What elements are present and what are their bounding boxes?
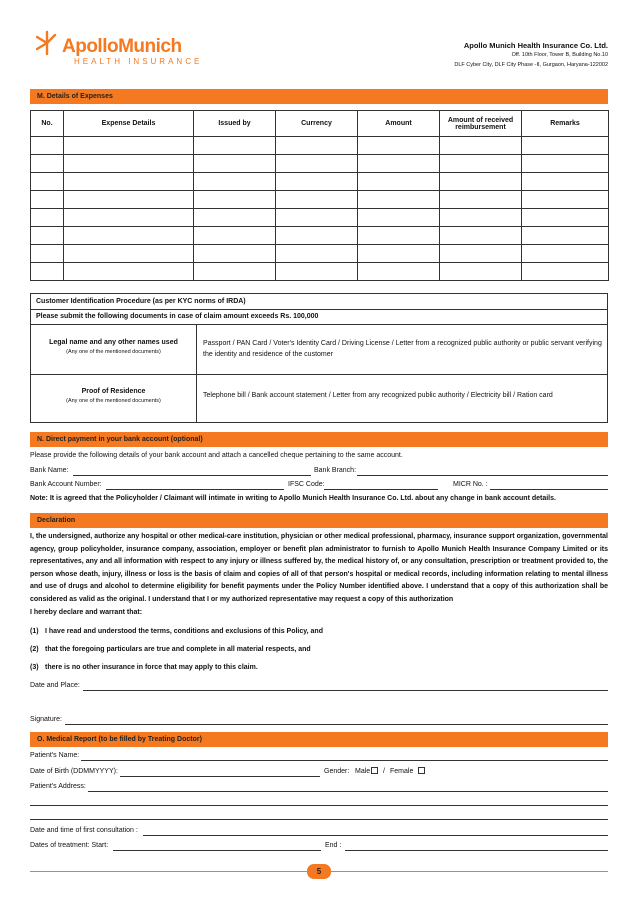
expense-cell[interactable] [31,245,64,263]
kyc-title: Customer Identification Procedure (as per KYC norms of IRDA) [31,294,607,310]
warrant-heading: I hereby declare and warrant that: [30,609,143,616]
expenses-body [31,137,609,281]
treatment-start-label: Dates of treatment: Start: [30,842,109,849]
expense-cell[interactable] [440,191,522,209]
expenses-header-row [31,111,609,137]
expense-cell[interactable] [31,209,64,227]
expense-cell[interactable] [64,263,194,281]
expense-cell[interactable] [358,137,440,155]
kyc-identity-label: Legal name and any other names used [49,339,178,346]
address-field-line1[interactable] [88,791,608,792]
kyc-residence-label: Proof of Residence [81,388,146,395]
bank-branch-label: Bank Branch: [314,467,357,474]
expense-cell[interactable] [194,191,276,209]
company-name: Apollo Munich Health Insurance Co. Ltd. [463,41,608,50]
expense-cell[interactable] [440,209,522,227]
expense-cell[interactable] [522,137,609,155]
micr-field[interactable] [490,489,608,490]
treatment-end-field[interactable] [345,850,608,851]
expense-cell[interactable] [358,173,440,191]
expense-cell[interactable] [31,137,64,155]
expense-cell[interactable] [64,191,194,209]
gender-male-checkbox[interactable] [371,767,378,774]
bank-instruction: Please provide the following details of your bank account and attach a cancelled cheque pertaining to the same account. [30,452,403,459]
micr-label: MICR No. : [453,481,488,488]
bank-name-field[interactable] [73,475,311,476]
bank-branch-field[interactable] [357,475,608,476]
warrant-item-2: that the foregoing particulars are true and complete in all material respects, and [45,646,311,653]
bank-note: Note: It is agreed that the Policyholder / Claimant will intimate in writing to Apollo Munich Health Insurance Co. Ltd. about any change in bank account details. [30,495,556,502]
expense-cell[interactable] [276,155,358,173]
expense-cell[interactable] [64,245,194,263]
warrant-item-3-num: (3) [30,664,39,671]
expense-cell[interactable] [522,173,609,191]
expense-cell[interactable] [276,227,358,245]
expense-cell[interactable] [31,173,64,191]
kyc-divider [196,325,197,422]
expense-cell[interactable] [440,227,522,245]
expense-cell[interactable] [194,263,276,281]
company-address-line2: DLF Cyber City, DLF City Phase -II, Gurgaon, Haryana-122002 [454,62,608,68]
expense-cell[interactable] [276,191,358,209]
section-m-header: M. Details of Expenses [30,89,608,104]
expense-cell[interactable] [276,263,358,281]
expense-cell[interactable] [440,137,522,155]
treatment-start-field[interactable] [113,850,321,851]
expense-cell[interactable] [358,155,440,173]
expense-cell[interactable] [440,173,522,191]
expense-cell[interactable] [358,263,440,281]
table-row [31,173,609,191]
dob-field[interactable] [120,776,320,777]
logo-wordmark: ApolloMunich [62,36,182,57]
signature-field[interactable] [65,724,608,725]
warrant-item-1: I have read and understood the terms, conditions and exclusions of this Policy, and [45,628,323,635]
expense-cell[interactable] [194,173,276,191]
expense-cell[interactable] [64,209,194,227]
expenses-column-header: Issued by [194,111,276,137]
expense-cell[interactable] [194,245,276,263]
ifsc-label: IFSC Code: [288,481,325,488]
section-n-header: N. Direct payment in your bank account (optional) [30,432,608,447]
expense-cell[interactable] [522,227,609,245]
first-consult-label: Date and time of first consultation : [30,827,138,834]
expense-cell[interactable] [276,209,358,227]
expense-cell[interactable] [522,155,609,173]
date-place-field[interactable] [83,690,608,691]
signature-label: Signature: [30,716,62,723]
table-row [31,155,609,173]
company-address-line1: Off. 10th Floor, Tower B, Building No.10 [511,52,608,58]
expense-cell[interactable] [64,227,194,245]
dob-label: Date of Birth (DDMMYYYY): [30,768,118,775]
expense-cell[interactable] [194,137,276,155]
gender-male-label: Male [355,768,371,775]
expenses-table [30,110,609,281]
table-row [31,245,609,263]
page-number: 5 [307,864,331,879]
expense-cell[interactable] [276,245,358,263]
ifsc-field[interactable] [324,489,438,490]
expense-cell[interactable] [194,227,276,245]
patient-name-label: Patient's Name: [30,752,80,759]
expense-cell[interactable] [276,173,358,191]
expense-cell[interactable] [440,245,522,263]
expense-cell[interactable] [276,137,358,155]
expense-cell[interactable] [358,227,440,245]
section-o-header: O. Medical Report (to be filled by Treating Doctor) [30,732,608,747]
expense-cell[interactable] [194,209,276,227]
warrant-item-3: there is no other insurance in force that may apply to this claim. [45,664,258,671]
gender-female-label: Female [390,768,414,775]
bank-name-label: Bank Name: [30,467,69,474]
treatment-end-label: End : [325,842,342,849]
expenses-column-header: Amount of received reimbursement [440,111,522,137]
table-row [31,137,609,155]
address-field-line2[interactable] [30,805,608,806]
table-row [31,209,609,227]
expenses-column-header: Amount [358,111,440,137]
first-consult-field[interactable] [143,835,608,836]
expense-cell[interactable] [522,245,609,263]
logo-subtitle: HEALTH INSURANCE [74,57,203,66]
expense-cell[interactable] [440,155,522,173]
address-label: Patient's Address: [30,783,86,790]
declaration-body: I, the undersigned, authorize any hospital or other medical-care institution, physician or other medical professional, pharmacy, insurance support organization, governmental agency, group policyholder, insurance company, association, employer or benefit plan administrator to furnish to Apollo Munich Health Insurance Company Limited or its representatives, any and all information with respect to any injury or illness suffered by, the medical history of, or any consultation, prescription or treatment provided to, the person whose death, injury, illness or loss is the basis of claim and copies of all of that person's hospital or medical records, including information relating to mental illness and use of drugs and alcohol to determine eligibility for benefit payments under the Policy Number identified above. I understand that a copy of this authorization shall be considered as valid as the original. I understand that I or my authorized representative may request a copy of this authorization [30,533,608,603]
expenses-column-header: No. [31,111,64,137]
expense-cell[interactable] [522,263,609,281]
expenses-column-header: Expense Details [64,111,194,137]
table-row [31,191,609,209]
kyc-identity-note: (Any one of the mentioned documents) [66,349,161,355]
gender-female-checkbox[interactable] [418,767,425,774]
expense-cell[interactable] [358,209,440,227]
table-row [31,227,609,245]
account-number-label: Bank Account Number: [30,481,102,488]
table-row [31,263,609,281]
address-field-line3[interactable] [30,819,608,820]
expense-cell[interactable] [31,155,64,173]
expense-cell[interactable] [522,191,609,209]
warrant-item-1-num: (1) [30,628,39,635]
kyc-box [30,293,608,423]
warrant-item-2-num: (2) [30,646,39,653]
expenses-column-header: Currency [276,111,358,137]
expense-cell[interactable] [31,191,64,209]
expense-cell[interactable] [358,245,440,263]
date-place-label: Date and Place: [30,682,80,689]
gender-label: Gender: [324,768,350,775]
expense-cell[interactable] [64,137,194,155]
kyc-residence-note: (Any one of the mentioned documents) [66,398,161,404]
expense-cell[interactable] [64,155,194,173]
account-number-field[interactable] [106,489,284,490]
patient-name-field[interactable] [81,760,608,761]
expense-cell[interactable] [31,227,64,245]
kyc-identity-docs: Passport / PAN Card / Voter's Identity Card / Driving License / Letter from a recognized public authority or public servant verifying the identity and residence of the customer [203,340,602,358]
expense-cell[interactable] [522,209,609,227]
expense-cell[interactable] [31,263,64,281]
expense-cell[interactable] [64,173,194,191]
expense-cell[interactable] [194,155,276,173]
expenses-column-header: Remarks [522,111,609,137]
kyc-residence-docs: Telephone bill / Bank account statement / Letter from any recognized public authority / Electricity bill / Ration card [203,392,553,399]
gender-separator: / [383,768,385,775]
kyc-subtitle: Please submit the following documents in case of claim amount exceeds Rs. 100,000 [31,310,607,325]
declaration-header: Declaration [30,513,608,528]
expense-cell[interactable] [358,191,440,209]
expense-cell[interactable] [440,263,522,281]
logo-burst-icon [34,30,60,56]
